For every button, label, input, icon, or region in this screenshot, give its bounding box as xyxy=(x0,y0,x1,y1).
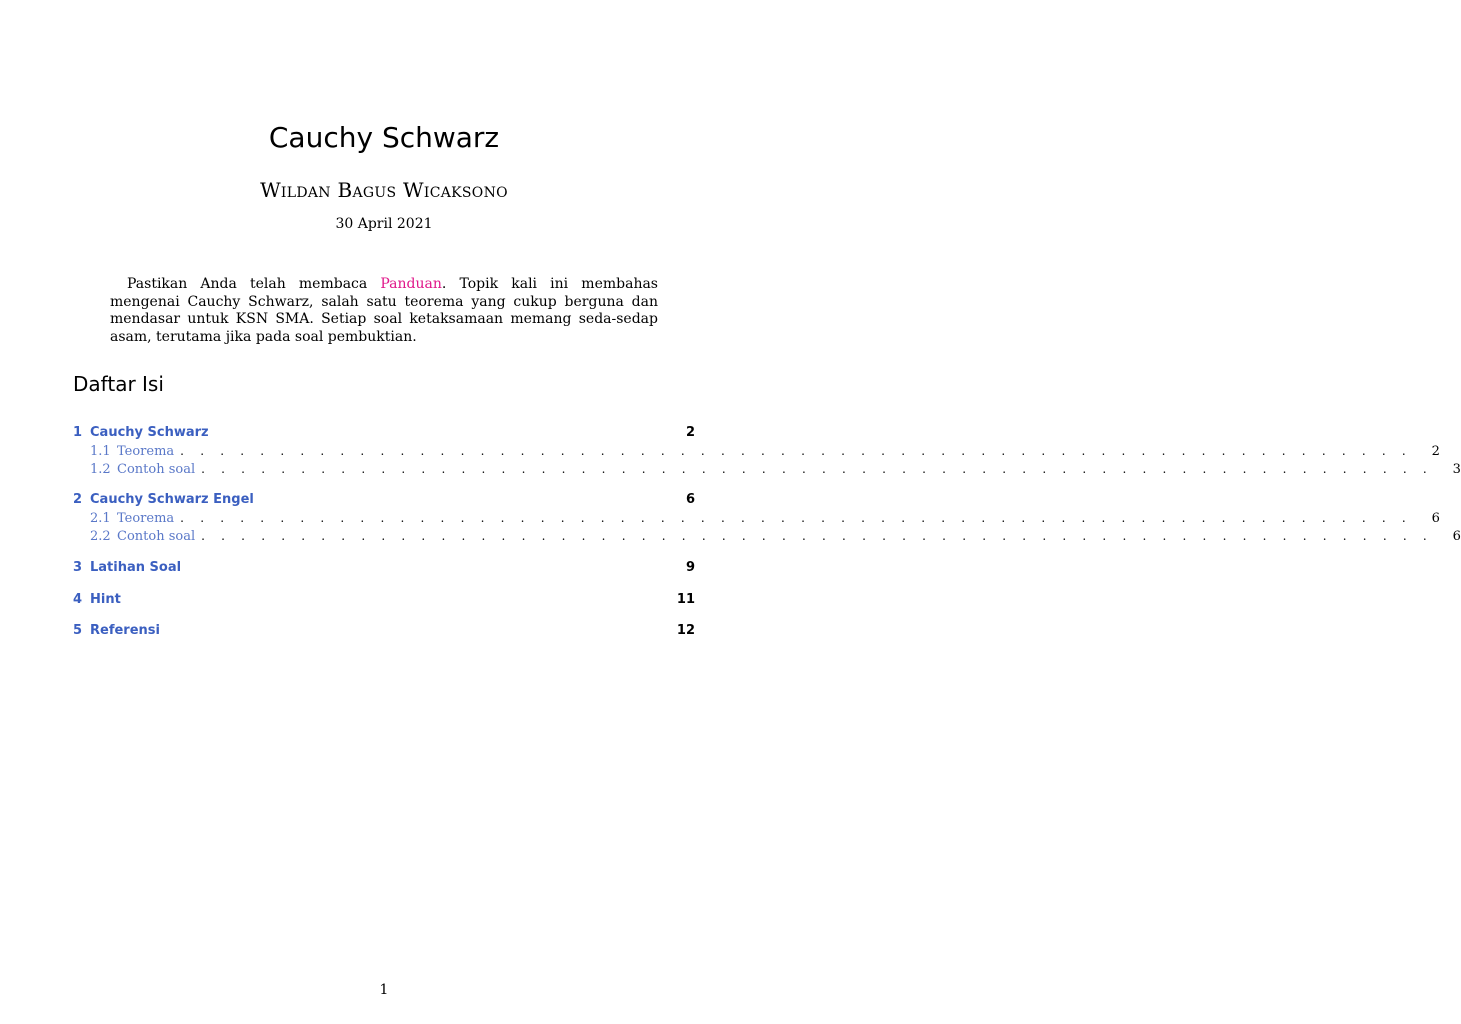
toc-section-number: 5 xyxy=(73,623,83,638)
toc-section-page: 6 xyxy=(685,492,695,507)
toc-section-3[interactable] xyxy=(73,559,695,577)
toc-section-number: 1 xyxy=(73,425,83,440)
toc-section-page: 11 xyxy=(676,592,695,607)
toc-section-number: 3 xyxy=(73,560,83,575)
toc-subsection-number: 1.1 xyxy=(90,444,111,459)
toc-section-page: 9 xyxy=(685,560,695,575)
toc-subsection-1-1[interactable] xyxy=(90,442,1440,460)
toc-subsection-number: 1.2 xyxy=(90,462,111,477)
toc-subsection-label: Contoh soal xyxy=(117,529,196,544)
toc-section-label: Latihan Soal xyxy=(90,560,182,575)
abstract xyxy=(110,276,658,346)
toc-section-number: 4 xyxy=(73,592,83,607)
toc-subsection-page: 6 xyxy=(1431,511,1440,526)
toc-section-page: 12 xyxy=(676,623,695,638)
toc-section-label: Cauchy Schwarz xyxy=(90,425,209,440)
toc-section-page: 2 xyxy=(685,425,695,440)
document-title: Cauchy Schwarz xyxy=(268,121,500,154)
toc-leader-dots: . . . . . . . . . . . . . . . . . . . . . . . . . . . . . . . . . . . . . . . . . . . . . . . . . . . . . . . . . . . . . . xyxy=(201,462,1433,476)
toc-section-label: Referensi xyxy=(90,623,160,638)
toc-heading: Daftar Isi xyxy=(73,372,164,396)
toc-subsection-number: 2.1 xyxy=(90,511,111,526)
page-number: 1 xyxy=(379,982,389,998)
toc-subsection-1-2[interactable] xyxy=(90,460,1461,478)
toc-subsection-number: 2.2 xyxy=(90,529,111,544)
toc-subsection-label: Teorema xyxy=(117,444,175,459)
toc-section-4[interactable] xyxy=(73,591,695,609)
toc-subsection-2-1[interactable] xyxy=(90,509,1440,527)
toc-subsection-page: 6 xyxy=(1452,529,1461,544)
toc-subsection-page: 3 xyxy=(1452,462,1461,477)
toc-section-number: 2 xyxy=(73,492,83,507)
toc-section-1[interactable] xyxy=(73,424,695,442)
toc-subsection-page: 2 xyxy=(1431,444,1440,459)
abstract-paragraph xyxy=(110,276,658,346)
toc-leader-dots: . . . . . . . . . . . . . . . . . . . . . . . . . . . . . . . . . . . . . . . . . . . . . . . . . . . . . . . . . . . . . . xyxy=(180,511,1412,525)
abstract-text-before: Pastikan Anda telah membaca xyxy=(127,276,381,292)
toc-section-5[interactable] xyxy=(73,622,695,640)
toc-leader-dots: . . . . . . . . . . . . . . . . . . . . . . . . . . . . . . . . . . . . . . . . . . . . . . . . . . . . . . . . . . . . . . xyxy=(201,529,1433,543)
toc-subsection-label: Contoh soal xyxy=(117,462,196,477)
panduan-link[interactable]: Panduan xyxy=(380,276,442,292)
toc-subsection-2-2[interactable] xyxy=(90,527,1461,545)
toc-section-2[interactable] xyxy=(73,491,695,509)
document-date: 30 April 2021 xyxy=(335,216,433,232)
toc-section-label: Cauchy Schwarz Engel xyxy=(90,492,254,507)
toc-section-label: Hint xyxy=(90,592,121,607)
toc-leader-dots: . . . . . . . . . . . . . . . . . . . . . . . . . . . . . . . . . . . . . . . . . . . . . . . . . . . . . . . . . . . . . . xyxy=(180,444,1412,458)
abstract-text-after: . Topik kali ini membahas mengenai Cauchy Schwarz, salah satu teorema yang cukup berguna dan mendasar untuk KSN SMA. Setiap soal ketaksamaan memang seda-sedap asam, terutama jika pada soal pembuktian. xyxy=(110,276,658,345)
toc-subsection-label: Teorema xyxy=(117,511,175,526)
author-name: Wildan Bagus Wicaksono xyxy=(260,178,508,202)
